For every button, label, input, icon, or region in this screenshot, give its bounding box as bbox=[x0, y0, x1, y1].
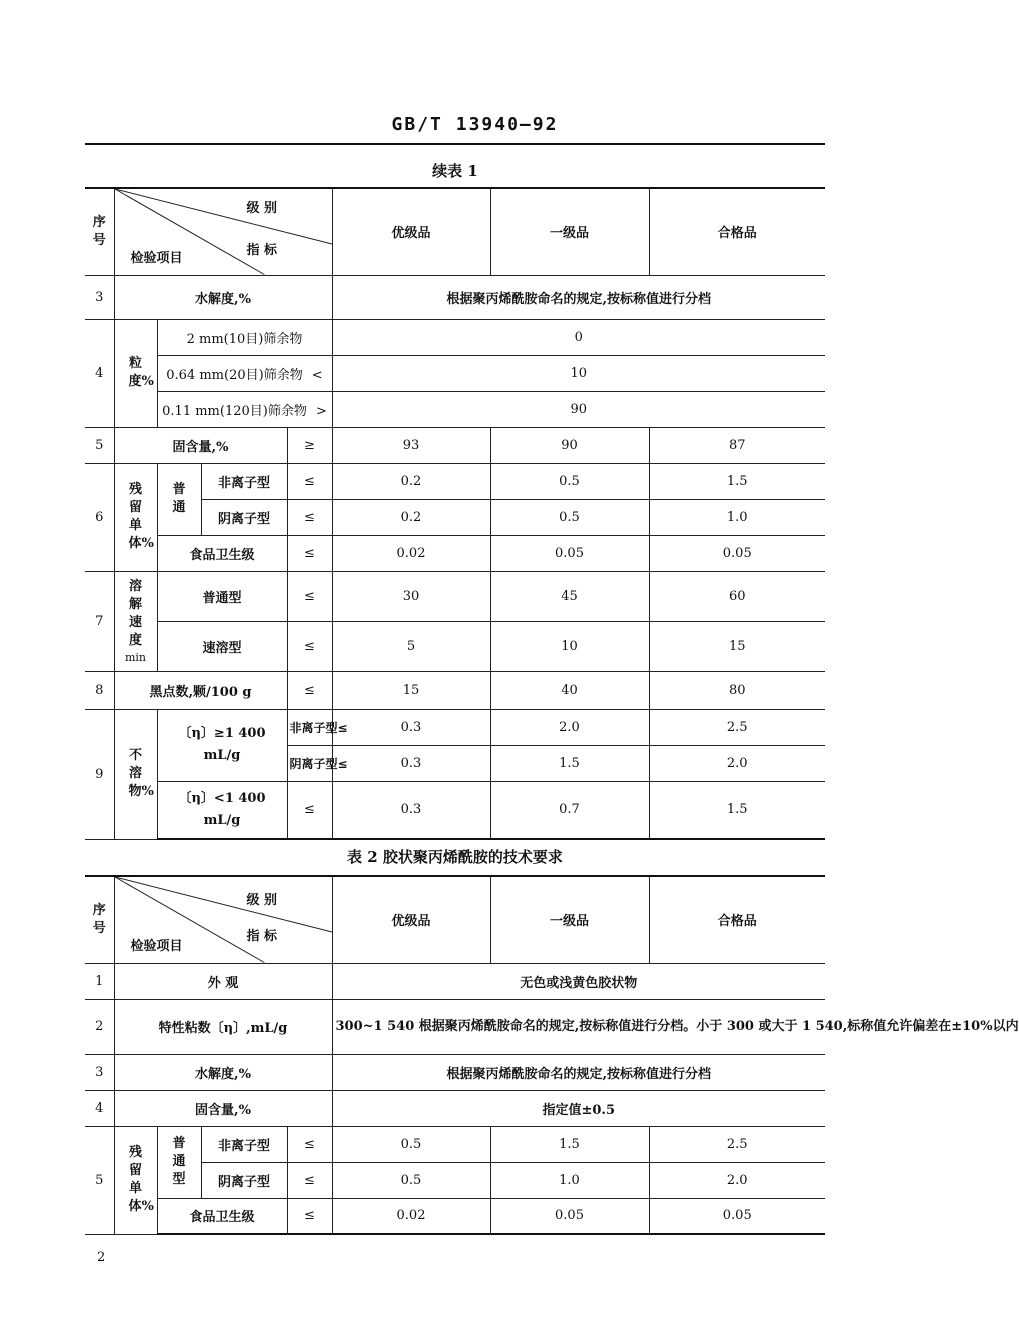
value-cell: 87 bbox=[649, 427, 825, 463]
value-cell: 2.5 bbox=[649, 709, 825, 745]
value-cell: 0.3 bbox=[332, 709, 490, 745]
comparison-symbol: ≤ bbox=[287, 781, 332, 839]
sieve-value: 90 bbox=[332, 391, 825, 427]
value-cell: 1.5 bbox=[490, 745, 649, 781]
sieve-label: 0.11 mm(120目)筛余物 > bbox=[157, 391, 332, 427]
table2-caption: 表 2 胶状聚丙烯酰胺的技术要求 bbox=[347, 848, 563, 866]
value-cell: 45 bbox=[490, 571, 649, 621]
table-row bbox=[85, 999, 825, 1054]
value-cell: 0.05 bbox=[649, 535, 825, 571]
row-no: 1 bbox=[85, 963, 114, 999]
value-cell: 2.0 bbox=[649, 745, 825, 781]
table-row bbox=[85, 709, 825, 745]
item-label: 检验项目 bbox=[130, 939, 183, 954]
value-cell: 0.02 bbox=[332, 535, 490, 571]
page-number: 2 bbox=[97, 1250, 106, 1265]
item-label: 检验项目 bbox=[130, 251, 183, 266]
table-row bbox=[85, 781, 825, 839]
value-cell: 2.0 bbox=[649, 1162, 825, 1198]
table1 bbox=[85, 187, 825, 840]
seq-header: 序号 bbox=[85, 188, 114, 275]
table-row bbox=[85, 1126, 825, 1162]
sub-label: 速溶型 bbox=[157, 621, 287, 671]
subgroup-ordinary: 普通 bbox=[157, 463, 201, 535]
value-cell: 0.05 bbox=[490, 535, 649, 571]
sub-label: 普通型 bbox=[157, 571, 287, 621]
index-label: 指 标 bbox=[246, 929, 278, 944]
row-no: 5 bbox=[85, 427, 114, 463]
row-no: 3 bbox=[85, 1054, 114, 1090]
item-hydrolysis: 水解度,% bbox=[114, 1054, 332, 1090]
solid-content-value: 指定值±0.5 bbox=[332, 1090, 825, 1126]
grade-label: 级 别 bbox=[246, 201, 278, 216]
value-cell: 1.0 bbox=[649, 499, 825, 535]
value-cell: 1.5 bbox=[649, 781, 825, 839]
group-residual-monomer: 残留单体% bbox=[114, 1126, 157, 1234]
value-cell: 90 bbox=[490, 427, 649, 463]
value-cell: 0.3 bbox=[332, 781, 490, 839]
table-row bbox=[85, 319, 825, 355]
value-cell: 1.0 bbox=[490, 1162, 649, 1198]
table1-header-row bbox=[85, 188, 825, 275]
table-row bbox=[85, 621, 825, 671]
comparison-symbol: ≤ bbox=[287, 499, 332, 535]
comparison-symbol: ≤ bbox=[287, 621, 332, 671]
comparison-symbol: ≤ bbox=[287, 671, 332, 709]
table-row bbox=[85, 391, 825, 427]
sieve-label: 0.64 mm(20目)筛余物 < bbox=[157, 355, 332, 391]
value-cell: 1.5 bbox=[649, 463, 825, 499]
value-cell: 2.0 bbox=[490, 709, 649, 745]
sub-label: 非离子型≤ bbox=[287, 709, 332, 745]
value-cell: 0.05 bbox=[649, 1198, 825, 1234]
table-row bbox=[85, 275, 825, 319]
group-particle-size: 粒度% bbox=[114, 319, 157, 427]
sub-label: 阴离子型 bbox=[201, 1162, 287, 1198]
value-cell: 0.5 bbox=[490, 499, 649, 535]
diagonal-header-cell bbox=[114, 188, 332, 275]
value-cell: 0.2 bbox=[332, 463, 490, 499]
row-no: 6 bbox=[85, 463, 114, 571]
hydrolysis-value: 根据聚丙烯酰胺命名的规定,按标称值进行分档 bbox=[332, 275, 825, 319]
subgroup-ordinary-type: 普通型 bbox=[157, 1126, 201, 1198]
row-no: 2 bbox=[85, 999, 114, 1054]
table-row bbox=[85, 1054, 825, 1090]
table-row bbox=[85, 963, 825, 999]
index-label: 指 标 bbox=[246, 243, 278, 258]
item-appearance: 外 观 bbox=[114, 963, 332, 999]
table2-header-row bbox=[85, 876, 825, 963]
row-no: 4 bbox=[85, 319, 114, 427]
item-hydrolysis: 水解度,% bbox=[114, 275, 332, 319]
col-first-grade: 一级品 bbox=[490, 188, 649, 275]
comparison-symbol: ≤ bbox=[287, 571, 332, 621]
appearance-value: 无色或浅黄色胶状物 bbox=[332, 963, 825, 999]
item-intrinsic-viscosity: 特性粘数〔η〕,mL/g bbox=[114, 999, 332, 1054]
row-no: 9 bbox=[85, 709, 114, 839]
hydrolysis-value: 根据聚丙烯酰胺命名的规定,按标称值进行分档 bbox=[332, 1054, 825, 1090]
sub-label: 非离子型 bbox=[201, 463, 287, 499]
comparison-symbol: ≤ bbox=[287, 1198, 332, 1234]
col-qualified: 合格品 bbox=[649, 188, 825, 275]
viscosity-lt-label: 〔η〕<1 400 mL/g bbox=[157, 781, 287, 839]
table-row bbox=[85, 355, 825, 391]
sieve-value: 10 bbox=[332, 355, 825, 391]
group-dissolution-speed: 溶解速度 min bbox=[114, 571, 157, 671]
sieve-label: 2 mm(10目)筛余物 bbox=[157, 319, 332, 355]
value-cell: 0.02 bbox=[332, 1198, 490, 1234]
table2 bbox=[85, 875, 1019, 1235]
table-row bbox=[85, 571, 825, 621]
row-no: 4 bbox=[85, 1090, 114, 1126]
value-cell: 15 bbox=[332, 671, 490, 709]
value-cell: 0.7 bbox=[490, 781, 649, 839]
value-cell: 0.2 bbox=[332, 499, 490, 535]
item-black-spots: 黑点数,颗/100 g bbox=[114, 671, 287, 709]
sub-label: 非离子型 bbox=[201, 1126, 287, 1162]
col-first-grade: 一级品 bbox=[490, 876, 649, 963]
value-cell: 0.3 bbox=[332, 745, 490, 781]
header-rule bbox=[85, 143, 825, 145]
value-cell: 10 bbox=[490, 621, 649, 671]
standard-number: GB/T 13940—92 bbox=[391, 114, 559, 135]
viscosity-value: 300~1 540 根据聚丙烯酰胺命名的规定,按标称值进行分档。小于 300 或大于 1 540,标称值允许偏差在±10%以内 bbox=[332, 999, 825, 1054]
sub-label: 阴离子型 bbox=[201, 499, 287, 535]
sieve-value: 0 bbox=[332, 319, 825, 355]
comparison-symbol: ≤ bbox=[287, 1162, 332, 1198]
diagonal-header-cell bbox=[114, 876, 332, 963]
col-qualified: 合格品 bbox=[649, 876, 825, 963]
value-cell: 30 bbox=[332, 571, 490, 621]
table-row bbox=[85, 1090, 825, 1126]
value-cell: 2.5 bbox=[649, 1126, 825, 1162]
comparison-symbol: ≥ bbox=[287, 427, 332, 463]
comparison-symbol: ≤ bbox=[287, 463, 332, 499]
value-cell: 0.5 bbox=[332, 1162, 490, 1198]
row-no: 3 bbox=[85, 275, 114, 319]
grade-label: 级 别 bbox=[246, 893, 278, 908]
value-cell: 60 bbox=[649, 571, 825, 621]
value-cell: 1.5 bbox=[490, 1126, 649, 1162]
col-premium: 优级品 bbox=[332, 876, 490, 963]
value-cell: 0.5 bbox=[490, 463, 649, 499]
value-cell: 0.05 bbox=[490, 1198, 649, 1234]
row-no: 7 bbox=[85, 571, 114, 671]
sub-label: 阴离子型≤ bbox=[287, 745, 332, 781]
group-insoluble: 不溶物% bbox=[114, 709, 157, 839]
sub-label: 食品卫生级 bbox=[157, 535, 287, 571]
table-row bbox=[85, 463, 825, 499]
value-cell: 0.5 bbox=[332, 1126, 490, 1162]
row-no: 5 bbox=[85, 1126, 114, 1234]
table-row bbox=[85, 671, 825, 709]
value-cell: 5 bbox=[332, 621, 490, 671]
comparison-symbol: ≤ bbox=[287, 1126, 332, 1162]
table-row bbox=[85, 1198, 825, 1234]
item-solid-content: 固含量,% bbox=[114, 1090, 332, 1126]
comparison-symbol: ≤ bbox=[287, 535, 332, 571]
viscosity-ge-label: 〔η〕≥1 400 mL/g bbox=[157, 709, 287, 781]
sub-label: 食品卫生级 bbox=[157, 1198, 287, 1234]
item-solid-content: 固含量,% bbox=[114, 427, 287, 463]
table1-caption: 续表 1 bbox=[432, 162, 478, 180]
row-no: 8 bbox=[85, 671, 114, 709]
seq-header: 序号 bbox=[85, 876, 114, 963]
value-cell: 15 bbox=[649, 621, 825, 671]
value-cell: 40 bbox=[490, 671, 649, 709]
table-row bbox=[85, 427, 825, 463]
col-premium: 优级品 bbox=[332, 188, 490, 275]
table-row bbox=[85, 535, 825, 571]
group-residual-monomer: 残留单体% bbox=[114, 463, 157, 571]
value-cell: 93 bbox=[332, 427, 490, 463]
value-cell: 80 bbox=[649, 671, 825, 709]
